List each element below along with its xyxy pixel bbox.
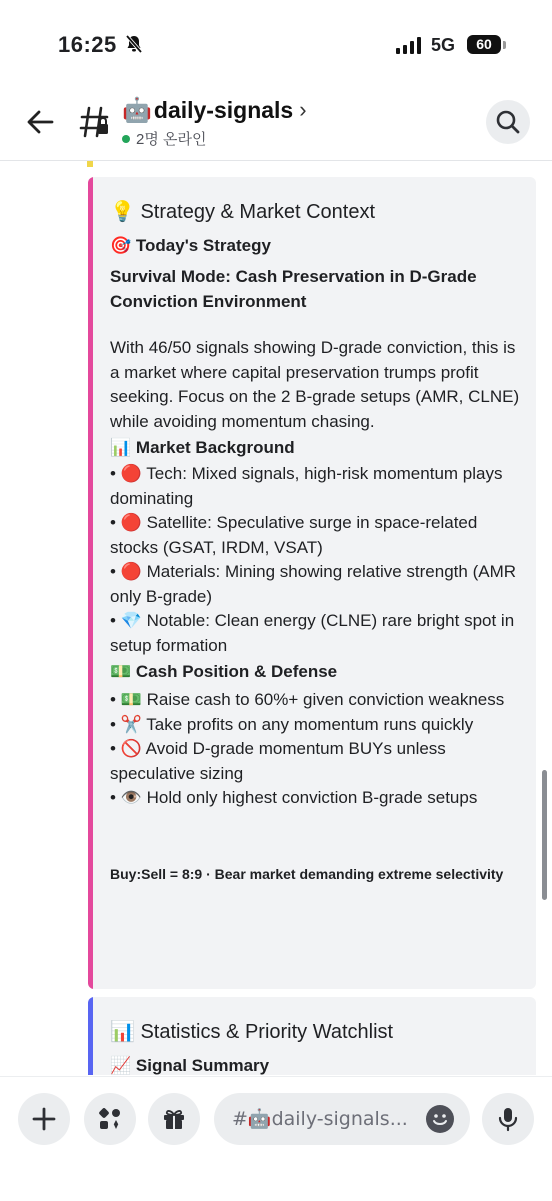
eye-icon: 👁️: [120, 788, 142, 808]
list-item: • ✂️ Take profits on any momentum runs quickly: [110, 714, 474, 735]
prohibited-icon: 🚫: [120, 739, 142, 759]
embed-content: [110, 997, 520, 1075]
back-button[interactable]: [22, 104, 58, 140]
online-count: 2명 온라인: [136, 131, 207, 148]
list-item: • 🔴 Satellite: Speculative surge in space-related stocks (GSAT, IRDM, VSAT): [110, 513, 478, 557]
message-input-placeholder: #🤖daily-signals...: [232, 1108, 408, 1130]
list-item-text: Avoid D-grade momentum BUYs unless speculative sizing: [110, 739, 446, 783]
robot-icon: 🤖: [122, 96, 152, 124]
embed-accent-bar: [88, 177, 93, 989]
list-item: • 💎 Notable: Clean energy (CLNE) rare bright spot in setup formation: [110, 611, 515, 655]
status-bar: [0, 0, 552, 90]
status-time: 16:25: [58, 32, 117, 57]
apps-button[interactable]: [84, 1093, 136, 1145]
channel-title-button[interactable]: [122, 96, 307, 124]
strategy-heading-text: Today's Strategy: [135, 236, 271, 255]
list-item-text: Satellite: Speculative surge in space-related stocks (GSAT, IRDM, VSAT): [110, 513, 478, 557]
message-input[interactable]: [214, 1093, 470, 1145]
list-item: • 🔴 Materials: Mining showing relative strength (AMR only B-grade): [110, 562, 517, 606]
search-button[interactable]: [486, 100, 530, 144]
market-list: [110, 462, 520, 658]
strategy-embed: [88, 177, 536, 989]
list-item: • 👁️ Hold only highest conviction B-grade setups: [110, 788, 478, 808]
embed-accent-bar: [88, 997, 93, 1075]
list-item-text: Materials: Mining showing relative strength (AMR only B-grade): [110, 562, 517, 606]
strategy-text: With 46/50 signals showing D-grade conviction, this is a market where capital preservation trumps profit seeking. Focus on the 2 B-grade setups (AMR, CLNE) while avoiding momentum chasing.: [110, 338, 520, 431]
previous-embed-edge: [87, 161, 93, 167]
list-item-text: Notable: Clean energy (CLNE) rare bright spot in setup formation: [110, 611, 515, 655]
cell-signal-icon: [396, 36, 421, 54]
market-heading-text: Market Background: [135, 438, 295, 457]
cash-heading: [110, 662, 520, 682]
strategy-title: Survival Mode: Cash Preservation in D-Grade Conviction Environment: [110, 267, 477, 311]
lightbulb-icon: 💡: [110, 199, 135, 223]
composer-bar: [0, 1076, 552, 1201]
gem-icon: 💎: [120, 611, 142, 631]
arrow-left-icon: [22, 104, 58, 140]
voice-button[interactable]: [482, 1093, 534, 1145]
gift-button[interactable]: [148, 1093, 200, 1145]
plus-icon: [31, 1106, 57, 1132]
red-circle-icon: 🔴: [120, 464, 142, 484]
list-item: • 🔴 Tech: Mixed signals, high-risk momentum plays dominating: [110, 464, 503, 508]
bar-chart-icon: 📊: [110, 1019, 135, 1043]
smile-icon: [426, 1105, 454, 1133]
add-button[interactable]: [18, 1093, 70, 1145]
statistics-embed: [88, 997, 536, 1075]
list-item: • 🚫 Avoid D-grade momentum BUYs unless speculative sizing: [110, 739, 446, 783]
red-circle-icon: 🔴: [120, 562, 142, 582]
message-list[interactable]: [0, 161, 552, 1075]
embed-title-text: Strategy & Market Context: [140, 201, 376, 223]
signal-summary-heading-text: Signal Summary: [135, 1056, 270, 1075]
red-circle-icon: 🔴: [120, 513, 142, 533]
embed-title-text: Statistics & Priority Watchlist: [140, 1021, 394, 1043]
list-item-text: Raise cash to 60%+ given conviction weakness: [146, 690, 505, 709]
online-dot-icon: [122, 135, 130, 143]
channel-name: daily-signals: [153, 96, 294, 123]
embed-title: [110, 199, 520, 224]
dollar-bill-icon: 💵: [120, 690, 142, 710]
apps-icon: [96, 1105, 124, 1133]
scrollbar-thumb[interactable]: [542, 770, 547, 900]
embed-title: [110, 1019, 520, 1044]
bar-chart-icon: 📊: [110, 438, 132, 458]
search-icon: [486, 100, 530, 144]
microphone-icon: [494, 1105, 522, 1133]
scissors-icon: ✂️: [120, 714, 142, 735]
channel-header: [0, 90, 552, 161]
strategy-heading: [110, 236, 520, 256]
chart-up-icon: 📈: [110, 1056, 132, 1075]
embed-footer: Buy:Sell = 8:9 · Bear market demanding extreme selectivity: [110, 865, 504, 882]
cash-heading-text: Cash Position & Defense: [135, 662, 338, 681]
target-icon: 🎯: [110, 236, 132, 256]
signal-summary-heading: [110, 1056, 520, 1075]
list-item-text: Take profits on any momentum runs quickly: [146, 714, 474, 734]
market-heading: [110, 438, 520, 458]
network-type: 5G: [431, 35, 456, 55]
gift-icon: [160, 1105, 188, 1133]
chevron-right-icon: ›: [299, 97, 307, 122]
battery-nub: [503, 41, 506, 49]
list-item-text: Hold only highest conviction B-grade setups: [146, 788, 478, 807]
online-status: [122, 128, 206, 149]
dollar-bill-icon: 💵: [110, 662, 132, 682]
list-item: • 💵 Raise cash to 60%+ given conviction weakness: [110, 690, 505, 710]
cash-list: [110, 688, 520, 811]
list-item-text: Tech: Mixed signals, high-risk momentum plays dominating: [110, 464, 503, 508]
battery-icon: 60: [467, 35, 501, 54]
embed-content: [110, 177, 520, 885]
bell-muted-icon: [124, 34, 144, 59]
channel-hash-icon: [78, 102, 110, 151]
emoji-button[interactable]: [426, 1105, 454, 1133]
